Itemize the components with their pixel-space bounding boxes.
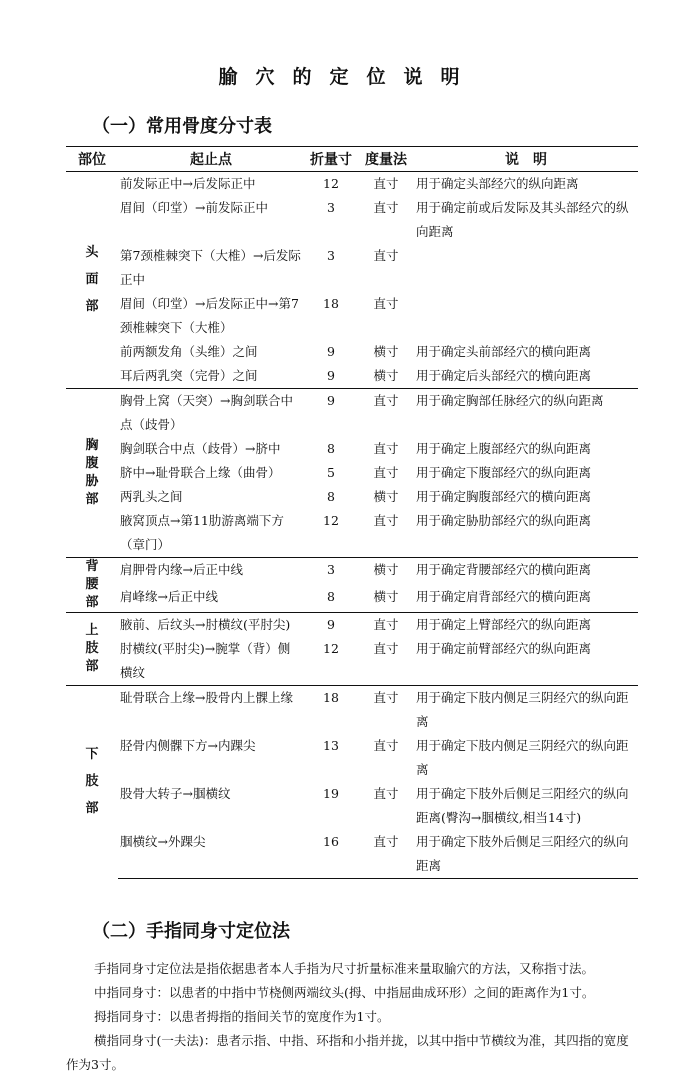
table-row <box>66 364 638 389</box>
cun-cell: 9 <box>304 613 358 638</box>
method-cell: 直寸 <box>373 296 399 311</box>
range-cell: 前两额发角（头维）之间 <box>120 344 258 359</box>
cun-cell: 9 <box>327 344 335 359</box>
table-row <box>66 485 638 509</box>
table-row <box>66 585 638 613</box>
table-row <box>66 830 638 879</box>
description-cell: 用于确定前臂部经穴的纵向距离 <box>416 641 592 656</box>
body-part-char: 部 <box>85 492 99 507</box>
body-part-char: 腹 <box>85 456 99 471</box>
method-cell: 直寸 <box>373 641 399 656</box>
range-cell: 两乳头之间 <box>120 489 183 504</box>
cun-cell: 18 <box>304 686 358 735</box>
table-body <box>66 172 638 879</box>
method-cell: 直寸 <box>373 248 399 263</box>
range-cell: 第7颈椎棘突下（大椎）→后发际正中 <box>120 248 301 287</box>
cun-cell: 8 <box>327 489 335 504</box>
table-row <box>66 389 638 438</box>
description-cell: 用于确定下肢外后侧足三阳经穴的纵向距离 <box>414 830 638 879</box>
range-cell: 肘横纹(平肘尖)→腕掌（背）侧横纹 <box>120 641 291 680</box>
table-row <box>66 558 638 586</box>
cun-cell: 12 <box>323 641 339 656</box>
section-heading-bone-measurement: （一）常用骨度分寸表 <box>92 116 272 137</box>
range-cell: 腋窝顶点→第11肋游离端下方（章门） <box>120 513 284 552</box>
method-cell: 直寸 <box>373 513 399 528</box>
range-cell: 腘横纹→外踝尖 <box>118 830 304 879</box>
table-row <box>66 461 638 485</box>
cun-cell: 16 <box>304 830 358 879</box>
description-cell: 用于确定下肢内侧足三阴经穴的纵向距离 <box>416 738 629 777</box>
cun-cell: 8 <box>327 589 335 604</box>
range-cell: 脐中→耻骨联合上缘（曲骨） <box>120 465 281 480</box>
body-part-char: 部 <box>85 595 99 610</box>
finger-cun-text <box>66 957 640 1077</box>
cun-cell: 12 <box>304 172 358 197</box>
range-cell: 肩胛骨内缘→后正中线 <box>118 558 304 586</box>
cun-cell: 8 <box>327 441 335 456</box>
cun-cell: 3 <box>327 248 335 263</box>
range-cell: 眉间（印堂）→前发际正中 <box>120 200 268 215</box>
table-row <box>66 686 638 735</box>
table-header-row <box>66 147 638 172</box>
body-part-cell <box>66 172 118 389</box>
range-cell: 胸骨上窝（天突）→胸剑联合中点（歧骨） <box>118 389 304 438</box>
body-part-cell <box>66 389 118 558</box>
method-cell: 直寸 <box>358 686 414 735</box>
description-cell: 用于确定头前部经穴的横向距离 <box>416 344 592 359</box>
range-cell: 耳后两乳突（完骨）之间 <box>120 368 258 383</box>
body-part-char: 肢 <box>85 774 99 790</box>
description-cell <box>414 292 638 340</box>
method-cell: 直寸 <box>358 613 414 638</box>
table-row <box>66 637 638 686</box>
cun-cell: 3 <box>304 558 358 586</box>
paragraph: 中指同身寸：以患者的中指中节桡侧两端纹头(拇、中指屈曲成环形）之间的距离作为1寸。 <box>94 985 595 1000</box>
page-title: 腧穴的定位说明 <box>218 66 478 88</box>
method-cell: 直寸 <box>358 389 414 438</box>
table-row <box>66 172 638 197</box>
body-part-char: 肢 <box>85 641 99 656</box>
cun-cell: 9 <box>304 389 358 438</box>
column-header-range: 起止点 <box>118 147 304 172</box>
description-cell <box>414 244 638 292</box>
description-cell: 用于确定头部经穴的纵向距离 <box>414 172 638 197</box>
method-cell: 直寸 <box>358 172 414 197</box>
description-cell: 用于确定肩背部经穴的横向距离 <box>416 589 592 604</box>
body-part-char: 腰 <box>85 577 99 592</box>
description-cell: 用于确定胸部任脉经穴的纵向距离 <box>414 389 638 438</box>
method-cell: 横寸 <box>373 489 399 504</box>
body-part-cell <box>66 686 118 879</box>
description-cell: 用于确定胸腹部经穴的横向距离 <box>416 489 592 504</box>
range-cell: 肩峰缘→后正中线 <box>120 589 218 604</box>
method-cell: 横寸 <box>373 589 399 604</box>
cun-cell: 18 <box>323 296 339 311</box>
description-cell: 用于确定下肢外后侧足三阳经穴的纵向距离(臀沟→腘横纹,相当14寸) <box>416 786 629 825</box>
table-row <box>66 437 638 461</box>
body-part-char: 部 <box>85 659 99 674</box>
cun-cell: 19 <box>323 786 339 801</box>
range-cell: 耻骨联合上缘→股骨内上髁上缘 <box>118 686 304 735</box>
body-part-char: 面 <box>85 272 99 287</box>
paragraph: 横指同身寸(一夫法)：患者示指、中指、环指和小指并拢，以其中指中节横纹为准，其四指的宽度作为3寸。 <box>66 1033 629 1072</box>
body-part-cell <box>66 558 118 613</box>
bone-measurement-table <box>66 146 638 879</box>
table-row <box>66 244 638 292</box>
body-part-char: 胸 <box>85 438 99 453</box>
cun-cell: 3 <box>327 200 335 215</box>
range-cell: 胸剑联合中点（歧骨）→脐中 <box>120 441 281 456</box>
section-heading-finger-cun: （二）手指同身寸定位法 <box>92 921 290 942</box>
body-part-char: 部 <box>85 801 99 817</box>
method-cell: 直寸 <box>373 738 399 753</box>
range-cell: 眉间（印堂）→后发际正中→第7颈椎棘突下（大椎） <box>120 296 299 335</box>
column-header-cun: 折量寸 <box>304 147 358 172</box>
range-cell: 胫骨内侧髁下方→内踝尖 <box>120 738 256 753</box>
range-cell: 腋前、后纹头→肘横纹(平肘尖) <box>118 613 304 638</box>
cun-cell: 13 <box>323 738 339 753</box>
method-cell: 横寸 <box>373 344 399 359</box>
table-row <box>66 340 638 364</box>
range-cell: 股骨大转子→腘横纹 <box>120 786 231 801</box>
paragraph: 拇指同身寸：以患者拇指的指间关节的宽度作为1寸。 <box>94 1009 390 1024</box>
body-part-char: 背 <box>85 559 99 574</box>
description-cell: 用于确定下肢内侧足三阴经穴的纵向距离 <box>414 686 638 735</box>
column-header-method: 度量法 <box>358 147 414 172</box>
method-cell: 直寸 <box>373 200 399 215</box>
table-row <box>66 292 638 340</box>
cun-cell: 9 <box>327 368 335 383</box>
body-part-char: 上 <box>85 623 99 638</box>
method-cell: 直寸 <box>358 830 414 879</box>
method-cell: 直寸 <box>373 465 399 480</box>
body-part-char: 胁 <box>85 474 99 489</box>
table-row <box>66 613 638 638</box>
description-cell: 用于确定前或后发际及其头部经穴的纵向距离 <box>416 200 629 239</box>
method-cell: 横寸 <box>373 368 399 383</box>
description-cell: 用于确定胁肋部经穴的纵向距离 <box>416 513 592 528</box>
description-cell: 用于确定后头部经穴的横向距离 <box>416 368 592 383</box>
body-part-char: 部 <box>85 299 99 314</box>
table-row <box>66 196 638 244</box>
paragraph: 手指同身寸定位法是指依据患者本人手指为尺寸折量标准来量取腧穴的方法，又称指寸法。 <box>94 961 595 976</box>
description-cell: 用于确定背腰部经穴的横向距离 <box>414 558 638 586</box>
body-part-char: 头 <box>85 245 99 260</box>
description-cell: 用于确定上腹部经穴的纵向距离 <box>416 441 592 456</box>
body-part-char: 下 <box>85 747 99 763</box>
body-part-cell <box>66 613 118 686</box>
table-row <box>66 734 638 782</box>
method-cell: 直寸 <box>373 441 399 456</box>
method-cell: 横寸 <box>358 558 414 586</box>
cun-cell: 5 <box>327 465 335 480</box>
column-header-description: 说 明 <box>414 147 638 172</box>
cun-cell: 12 <box>323 513 339 528</box>
column-header-part: 部位 <box>66 147 118 172</box>
range-cell: 前发际正中→后发际正中 <box>118 172 304 197</box>
method-cell: 直寸 <box>373 786 399 801</box>
description-cell: 用于确定上臂部经穴的纵向距离 <box>414 613 638 638</box>
table-row <box>66 509 638 558</box>
description-cell: 用于确定下腹部经穴的纵向距离 <box>416 465 592 480</box>
table-row <box>66 782 638 830</box>
